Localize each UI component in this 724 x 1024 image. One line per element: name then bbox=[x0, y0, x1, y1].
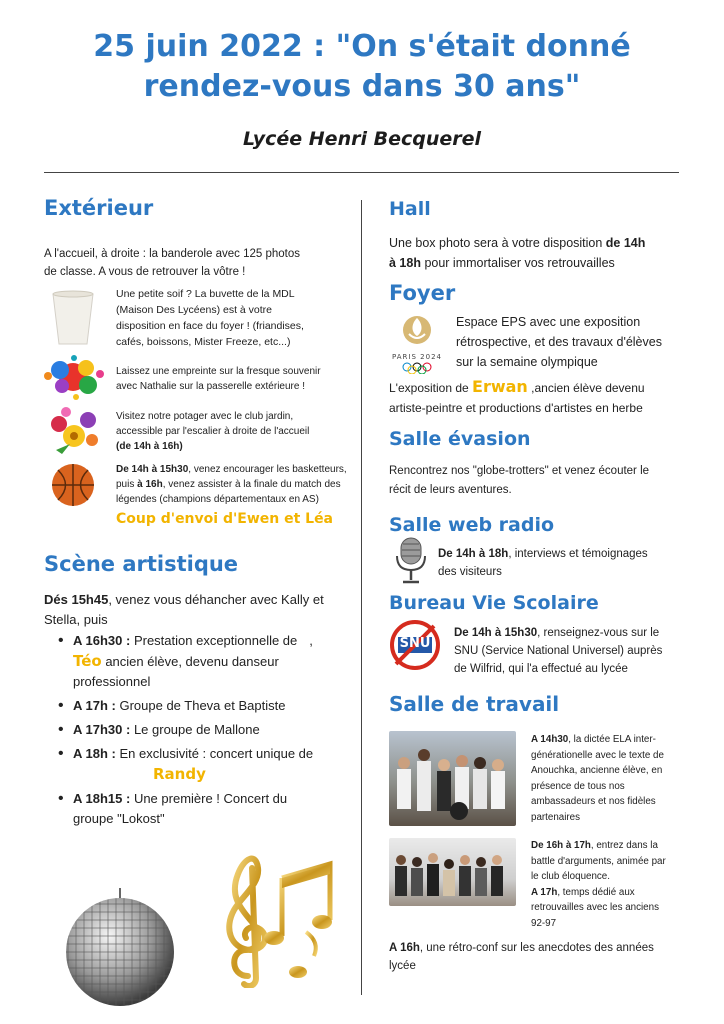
list-item bbox=[48, 720, 368, 740]
travail-line: , la dictée ELA inter- bbox=[568, 734, 656, 745]
dictee-photo bbox=[389, 731, 516, 826]
basket-time2: à 16h bbox=[137, 479, 163, 490]
buvette-line: (Maison Des Lycéens) est à votre bbox=[116, 304, 273, 316]
scene-line: , venez vous déhancher avec Kally et bbox=[108, 592, 324, 607]
hall-text bbox=[389, 233, 709, 273]
travail-time: A 16h bbox=[389, 942, 420, 954]
section-heading-evasion: Salle évasion bbox=[389, 428, 531, 450]
microphone-icon bbox=[391, 536, 431, 586]
basket-line: , venez encourager les basketteurs, bbox=[188, 464, 347, 475]
paint-splash-icon bbox=[38, 352, 108, 402]
travail-line: le club éloquence. bbox=[531, 871, 610, 882]
travail-line: battle d'arguments, animée par bbox=[531, 855, 666, 867]
potager-line: accessible par l'escalier à droite de l'accueil bbox=[116, 426, 310, 437]
snu-logo bbox=[390, 620, 440, 670]
basket-time: De 14h à 15h30 bbox=[116, 464, 189, 475]
disco-ball-icon bbox=[60, 888, 180, 1008]
olympic-rings-icon bbox=[391, 362, 443, 374]
intro-line: A l'accueil, à droite : la banderole avec 125 photos bbox=[44, 248, 301, 260]
travail-time: A 17h bbox=[531, 886, 558, 898]
buvette-line: disposition en face du foyer ! (friandises, bbox=[116, 320, 304, 332]
potager-line: Visitez notre potager avec le club jardin, bbox=[116, 411, 294, 422]
radio-line: des visiteurs bbox=[438, 566, 502, 578]
travail-line: retrouvailles avec les anciens bbox=[531, 902, 659, 913]
list-item bbox=[48, 631, 368, 692]
travail-line: générationelle avec le texte de bbox=[531, 749, 664, 761]
buvette-text bbox=[116, 286, 361, 350]
basket-puis: puis bbox=[116, 479, 138, 490]
scene-program-list bbox=[48, 631, 368, 833]
foyer-expo-text bbox=[389, 377, 709, 418]
artist-name: Téo bbox=[73, 652, 102, 670]
dictee-text bbox=[531, 732, 721, 825]
eps-line: sur la semaine olympique bbox=[456, 355, 598, 369]
travail-line: lycée bbox=[389, 960, 416, 972]
section-heading-scene: Scène artistique bbox=[44, 552, 239, 576]
scene-time: Dés 15h45 bbox=[44, 592, 109, 607]
hall-line: Une box photo sera à votre disposition bbox=[389, 236, 606, 250]
radio-time: De 14h à 18h bbox=[438, 548, 509, 560]
travail-line: Anouchka, ancienne élève, en bbox=[531, 765, 663, 776]
hall-line: pour immortaliser vos retrouvailles bbox=[420, 256, 615, 270]
section-heading-exterieur: Extérieur bbox=[44, 196, 154, 220]
travail-line: ambassadeurs et nos fidèles bbox=[531, 796, 656, 807]
bvs-text bbox=[454, 624, 714, 678]
expo-line: ,ancien élève devenu bbox=[527, 381, 645, 395]
intro-line: de classe. A vous de retrouver la vôtre ! bbox=[44, 266, 246, 278]
header-divider bbox=[44, 172, 679, 173]
bvs-line: SNU (Service National Universel) auprès bbox=[454, 645, 663, 657]
travail-line: , une rétro-conf sur les anecdotes des années bbox=[419, 942, 654, 954]
item-text: Une première ! Concert du bbox=[130, 791, 288, 806]
foyer-eps-text bbox=[456, 312, 706, 372]
item-text: En exclusivité : concert unique de bbox=[115, 746, 314, 761]
travail-time: A 14h30 bbox=[531, 734, 569, 745]
hall-time: de 14h bbox=[605, 236, 646, 250]
scene-line: Stella, puis bbox=[44, 612, 108, 627]
item-text: professionnel bbox=[73, 674, 151, 689]
basket-text bbox=[116, 462, 361, 507]
evasion-line: récit de leurs aventures. bbox=[389, 484, 512, 496]
list-item bbox=[48, 789, 368, 829]
section-heading-hall: Hall bbox=[389, 198, 431, 220]
item-time: A 18h15 : bbox=[73, 791, 131, 806]
eloquence-text bbox=[531, 838, 721, 931]
eloquence-photo bbox=[389, 838, 516, 906]
fresque-line: avec Nathalie sur la passerelle extérieure ! bbox=[116, 381, 305, 392]
artist-name: Erwan bbox=[472, 377, 528, 396]
artist-name: Randy bbox=[153, 765, 206, 783]
snu-text: SNU bbox=[399, 636, 431, 651]
expo-line: L'exposition de bbox=[389, 381, 473, 395]
basket-kickoff: Coup d'envoi d'Ewen et Léa bbox=[116, 511, 334, 527]
page-title-line1: 25 juin 2022 : "On s'était donné bbox=[93, 29, 631, 64]
page-title-line2: rendez-vous dans 30 ans" bbox=[143, 69, 581, 104]
evasion-line: Rencontrez nos "globe-trotters" et venez écouter le bbox=[389, 465, 650, 477]
exterieur-intro bbox=[44, 245, 359, 281]
paris-2024-text: PARIS 2024 bbox=[392, 353, 442, 361]
page-subtitle: Lycée Henri Becquerel bbox=[242, 128, 482, 150]
potager-text bbox=[116, 409, 361, 454]
travail-line: , entrez dans la bbox=[590, 840, 658, 851]
travail-line: présence de tous nos bbox=[531, 780, 625, 792]
item-text: Groupe de Theva et Baptiste bbox=[115, 698, 286, 713]
expo-line: artiste-peintre et productions d'artistes en herbe bbox=[389, 401, 643, 415]
travail-line: , temps dédié aux bbox=[557, 886, 635, 898]
item-time: A 16h30 : bbox=[73, 633, 131, 648]
group-photo-figures-2 bbox=[389, 838, 516, 906]
basket-line: légendes (champions départementaux en AS) bbox=[116, 494, 319, 505]
group-photo-figures bbox=[389, 731, 516, 826]
list-item bbox=[48, 696, 368, 716]
evasion-text bbox=[389, 462, 709, 500]
travail-time: De 16h à 17h bbox=[531, 840, 591, 851]
basketball-icon bbox=[50, 462, 96, 508]
travail-line: partenaires bbox=[531, 811, 581, 823]
radio-text bbox=[438, 545, 708, 581]
hall-time: à 18h bbox=[389, 256, 421, 270]
item-text: Prestation exceptionnelle de bbox=[130, 633, 298, 648]
bvs-line: de Wilfrid, qui l'a effectué au lycée bbox=[454, 663, 628, 675]
scene-intro bbox=[44, 590, 362, 630]
buvette-line: cafés, boissons, Mister Freeze, etc...) bbox=[116, 336, 291, 348]
section-heading-travail: Salle de travail bbox=[389, 692, 560, 716]
item-time: A 18h : bbox=[73, 746, 116, 761]
bvs-time: De 14h à 15h30 bbox=[454, 627, 538, 639]
eps-line: rétrospective, et des travaux d'élèves bbox=[456, 335, 662, 349]
basket-line: , venez assister à la finale du match des bbox=[162, 479, 341, 490]
flowers-icon bbox=[46, 404, 102, 456]
buvette-line: Une petite soif ? La buvette de la MDL bbox=[116, 288, 295, 300]
section-heading-radio: Salle web radio bbox=[389, 514, 555, 536]
section-heading-bvs: Bureau Vie Scolaire bbox=[389, 592, 599, 614]
item-text: ancien élève, devenu danseur bbox=[101, 654, 279, 669]
paper-cup-icon bbox=[50, 290, 96, 346]
item-text: groupe "Lokost" bbox=[73, 811, 165, 826]
music-notes-icon bbox=[208, 838, 348, 988]
fresque-line: Laissez une empreinte sur la fresque souvenir bbox=[116, 366, 321, 377]
item-text: Le groupe de Mallone bbox=[130, 722, 260, 737]
bvs-line: , renseignez-vous sur le bbox=[537, 627, 660, 639]
travail-line: 92-97 bbox=[531, 917, 557, 929]
potager-time: (de 14h à 16h) bbox=[116, 441, 183, 452]
item-time: A 17h : bbox=[73, 698, 116, 713]
paris-2024-logo bbox=[391, 312, 443, 370]
olympic-flame-icon bbox=[391, 312, 443, 348]
eps-line: Espace EPS avec une exposition bbox=[456, 315, 641, 329]
item-comma: , bbox=[309, 633, 313, 648]
section-heading-foyer: Foyer bbox=[389, 281, 456, 305]
item-time: A 17h30 : bbox=[73, 722, 131, 737]
retroconf-text bbox=[389, 939, 709, 975]
list-item bbox=[48, 744, 368, 785]
radio-line: , interviews et témoignages bbox=[508, 548, 648, 560]
fresque-text bbox=[116, 364, 361, 394]
